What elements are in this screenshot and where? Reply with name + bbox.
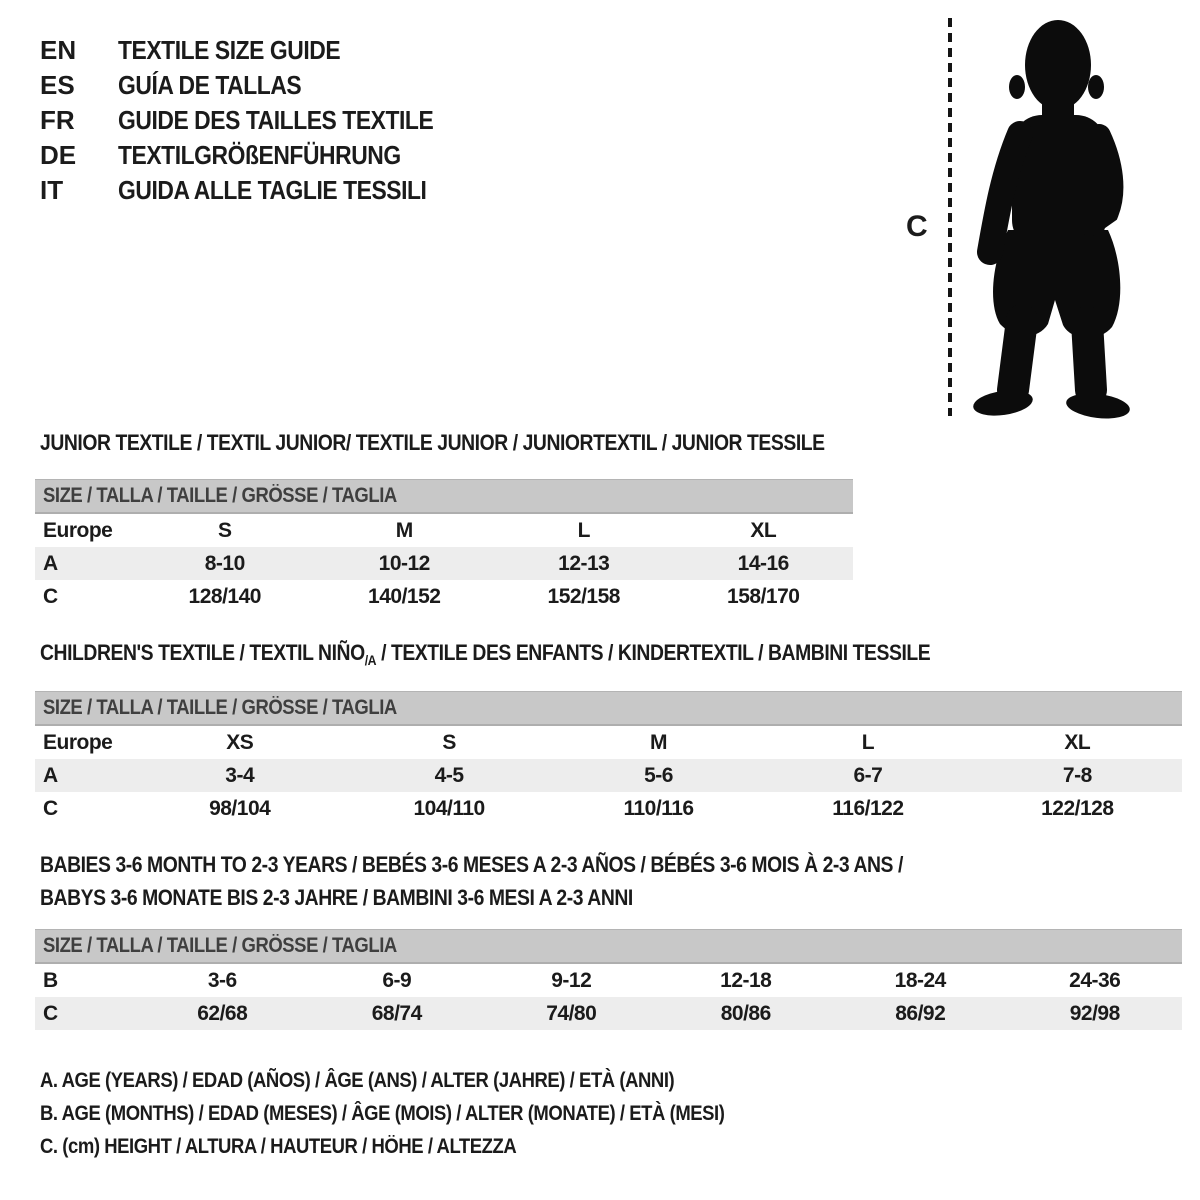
babies-size-table bbox=[35, 929, 1182, 1030]
table-cell: 8-10 bbox=[204, 551, 245, 575]
table-cell: S bbox=[442, 730, 456, 754]
table-cell: 98/104 bbox=[209, 796, 271, 820]
children-size-table bbox=[35, 691, 1182, 825]
row-label: Europe bbox=[43, 518, 113, 542]
table-cell: 24-36 bbox=[1069, 968, 1121, 992]
language-title: GUÍA DE TALLAS bbox=[118, 70, 302, 100]
table-cell: 4-5 bbox=[434, 763, 464, 787]
language-row-de bbox=[40, 138, 476, 173]
table-row bbox=[35, 580, 853, 613]
row-label: A bbox=[43, 763, 58, 787]
table-cell: 12-13 bbox=[558, 551, 610, 575]
language-code: IT bbox=[40, 175, 64, 205]
junior-table-rows bbox=[35, 514, 853, 613]
height-measure-dashed-line bbox=[948, 18, 952, 416]
legend-line-a: A. AGE (YEARS) / EDAD (AÑOS) / ÂGE (ANS) / ALTER (JAHRE) / ETÀ (ANNI) bbox=[40, 1069, 675, 1092]
table-cell: 152/158 bbox=[547, 584, 620, 608]
table-cell: 68/74 bbox=[371, 1001, 422, 1025]
nino-a-subscript: /A bbox=[364, 652, 377, 668]
table-cell: 62/68 bbox=[197, 1001, 248, 1025]
size-header-bar: SIZE / TALLA / TAILLE / GRÖSSE / TAGLIA bbox=[35, 929, 1182, 964]
babies-section-title: BABIES 3-6 MONTH TO 2-3 YEARS / BEBÉS 3-6 MESES A 2-3 AÑOS / BÉBÉS 3-6 MOIS À 2-3 ANS / BABYS 3-6 MONATE BIS 2-3 JAHRE / BAMBINI 3-6 MESI A 2-3 ANNI bbox=[40, 852, 903, 910]
table-cell: M bbox=[395, 518, 413, 542]
language-header bbox=[40, 33, 476, 208]
junior-size-table bbox=[35, 479, 853, 613]
table-cell: M bbox=[650, 730, 668, 754]
table-cell: 80/86 bbox=[720, 1001, 771, 1025]
row-label: A bbox=[43, 551, 58, 575]
legend-line-b: B. AGE (MONTHS) / EDAD (MESES) / ÂGE (MOIS) / ALTER (MONATE) / ETÀ (MESI) bbox=[40, 1102, 725, 1125]
height-measure-label: C bbox=[906, 210, 928, 243]
language-row-it bbox=[40, 173, 476, 208]
table-cell: XL bbox=[1064, 730, 1091, 754]
table-row bbox=[35, 759, 1182, 792]
babies-table-rows bbox=[35, 964, 1182, 1030]
table-cell: XL bbox=[750, 518, 777, 542]
children-section-title: CHILDREN'S TEXTILE / TEXTIL $NIÑO_{/A}$ / TEXTILE DES ENFANTS / KINDERTEXTIL / BAMBINI TESSILE bbox=[40, 640, 931, 668]
table-cell: 110/116 bbox=[623, 796, 694, 820]
row-label: B bbox=[43, 968, 58, 992]
table-cell: 140/152 bbox=[368, 584, 441, 608]
table-cell: 6-7 bbox=[853, 763, 883, 787]
language-code: ES bbox=[40, 70, 75, 100]
legend-line-c: C. (cm) HEIGHT / ALTURA / HAUTEUR / HÖHE / ALTEZZA bbox=[40, 1135, 517, 1158]
table-cell: XS bbox=[226, 730, 254, 754]
table-cell: 104/110 bbox=[413, 796, 485, 820]
table-row bbox=[35, 792, 1182, 825]
row-label: C bbox=[43, 584, 58, 608]
table-cell: 3-4 bbox=[225, 763, 255, 787]
row-label: C bbox=[43, 796, 58, 820]
language-title: GUIDE DES TAILLES TEXTILE bbox=[118, 105, 434, 135]
table-cell: 5-6 bbox=[644, 763, 673, 787]
language-row-es bbox=[40, 68, 476, 103]
row-label: Europe bbox=[43, 730, 113, 754]
legend bbox=[40, 1064, 818, 1163]
table-row bbox=[35, 514, 853, 547]
table-cell: 86/92 bbox=[895, 1001, 946, 1025]
language-row-fr bbox=[40, 103, 476, 138]
table-cell: 128/140 bbox=[188, 584, 261, 608]
size-header-bar: SIZE / TALLA / TAILLE / GRÖSSE / TAGLIA bbox=[35, 479, 853, 514]
table-cell: 10-12 bbox=[378, 551, 430, 575]
table-cell: 122/128 bbox=[1041, 796, 1114, 820]
table-cell: 116/122 bbox=[832, 796, 904, 820]
table-cell: 3-6 bbox=[207, 968, 237, 992]
table-cell: 158/170 bbox=[727, 584, 800, 608]
table-row bbox=[35, 726, 1182, 759]
table-cell: 14-16 bbox=[737, 551, 789, 575]
table-cell: 7-8 bbox=[1062, 763, 1092, 787]
row-label: C bbox=[43, 1001, 58, 1025]
table-cell: 12-18 bbox=[720, 968, 772, 992]
toddler-silhouette-icon bbox=[960, 12, 1145, 424]
table-row bbox=[35, 997, 1182, 1030]
table-cell: L bbox=[577, 518, 590, 542]
size-header-bar: SIZE / TALLA / TAILLE / GRÖSSE / TAGLIA bbox=[35, 691, 1182, 726]
table-cell: 18-24 bbox=[894, 968, 946, 992]
language-title: GUIDA ALLE TAGLIE TESSILI bbox=[118, 175, 427, 205]
language-title: TEXTILGRÖßENFÜHRUNG bbox=[118, 140, 401, 170]
language-code: FR bbox=[40, 105, 75, 135]
junior-section-title: JUNIOR TEXTILE / TEXTIL JUNIOR/ TEXTILE JUNIOR / JUNIORTEXTIL / JUNIOR TESSILE bbox=[40, 430, 825, 455]
table-cell: S bbox=[217, 518, 232, 542]
language-code: EN bbox=[40, 35, 77, 65]
table-cell: 6-9 bbox=[382, 968, 412, 992]
table-cell: 74/80 bbox=[546, 1001, 597, 1025]
table-cell: 9-12 bbox=[551, 968, 592, 992]
language-title: TEXTILE SIZE GUIDE bbox=[118, 35, 341, 65]
language-row-en bbox=[40, 33, 476, 68]
table-cell: L bbox=[861, 730, 875, 754]
table-row bbox=[35, 964, 1182, 997]
table-cell: 92/98 bbox=[1069, 1001, 1120, 1025]
language-code: DE bbox=[40, 140, 77, 170]
table-row bbox=[35, 547, 853, 580]
children-table-rows bbox=[35, 726, 1182, 825]
